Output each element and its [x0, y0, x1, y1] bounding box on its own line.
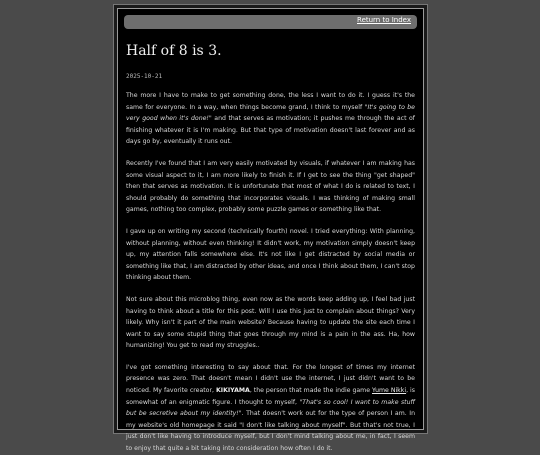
paragraph-1	[126, 90, 415, 148]
quote-text: "It's going to be very good when it's done!"	[126, 103, 415, 123]
paragraph-5	[126, 362, 415, 455]
paragraph-text: The more I have to make to get something done, the less I want to do it. I guess it's the same for everyone. In a way, when things become grand, I think to myself	[126, 92, 415, 111]
post-body	[126, 90, 415, 455]
paragraph-text: and that serves as motivation; it pushes me through the act of finishing whatever it is I'm making. But that type of motivation doesn't last forever and as days go by, eventually it runs out.	[126, 115, 415, 146]
top-nav-bar	[124, 15, 417, 29]
paragraph-text: , the person that made the indie game	[249, 387, 373, 395]
paragraph-text: . That doesn't work out for the type of person I am. In my website's old homepage it said "I don't like talking about myself". But that's not true, I just don't like having to introduce myself, but I don't mind talking about me, in fact, I seem to enjoy that quite a bit taking into consideration how often I do it.	[126, 410, 415, 453]
post-title: Half of 8 is 3.	[126, 43, 222, 59]
return-to-index-link[interactable]: Return to Index	[357, 16, 411, 24]
post-date: 2025-10-21	[126, 73, 163, 80]
paragraph-text: , is somewhat of an enigmatic figure. I thought to myself,	[126, 387, 415, 406]
paragraph-text: I've got something interesting to say about that. For the longest of times my internet presence was zero. That doesn't mean I didn't use the internet, I just didn't want to be noticed. My favorite creator,	[126, 363, 415, 395]
paragraph-3: I gave up on writing my second (technically fourth) novel. I tried everything: With planning, without planning, without even thinking! It didn't work, my motivation simply doesn't keep up, my attention falls somewhere else. It's not like I get distracted by social media or something like that, I am distracted by other ideas, and once I think about them, I can't stop thinking about them.	[126, 227, 415, 282]
blog-post-container	[117, 8, 424, 453]
quote-text: "That's so cool! I want to make stuff but be secretive about my identity!"	[126, 398, 415, 418]
creator-name: KIKIYAMA	[215, 387, 250, 395]
paragraph-2: Recently I've found that I am very easily motivated by visuals, if whatever I am making has some visual aspect to it, I am more likely to finish it. If I get to see the thing "get shaped" then that serves as motivation. It is unfortunate that most of what I do is related to text, I should probably do something that incorporates visuals. I was thinking of making small games, nothing too complex, probably some puzzle games or something like that.	[126, 159, 415, 214]
game-link[interactable]: Yume Nikki	[372, 387, 407, 395]
paragraph-4: Not sure about this microblog thing, even now as the words keep adding up, I feel bad just having to think about a title for this post. Will I use this just to complain about things? Very likely. Why isn't it part of the main website? Because having to update the site each time I want to say some stupid thing that goes through my mind is a pain in the ass. Ha, how humanizing! You get to read my struggles..	[126, 295, 415, 350]
